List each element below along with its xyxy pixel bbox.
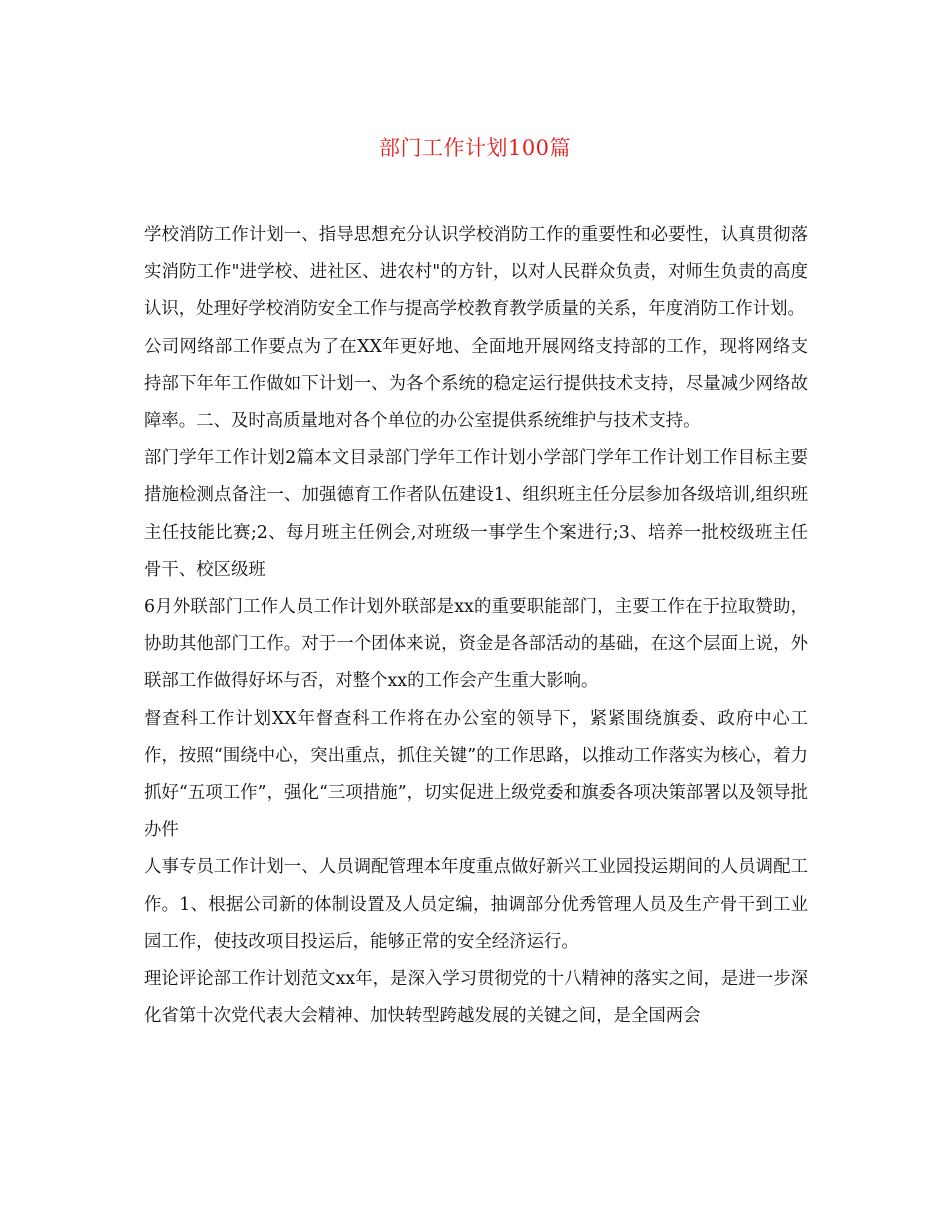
paragraph-school-fire-safety: 学校消防工作计划一、指导思想充分认识学校消防工作的重要性和必要性，认真贯彻落实消防工作"进学校、进社区、进农村"的方针，以对人民群众负责，对师生负责的高度认识，处理好学校消防安全工作与提高学校教育教学质量的关系，年度消防工作计划。 [144, 225, 808, 320]
paragraph-external-relations: 6月外联部门工作人员工作计划外联部是xx的重要职能部门，主要工作在于拉取赞助，协助其他部门工作。对于一个团体来说，资金是各部活动的基础，在这个层面上说，外联部工作做得好坏与否，对整个xx的工作会产生重大影响。 [144, 597, 808, 692]
document-body [144, 217, 808, 1035]
paragraph-hr-specialist: 人事专员工作计划一、人员调配管理本年度重点做好新兴工业园投运期间的人员调配工作。1、根据公司新的体制设置及人员定编，抽调部分优秀管理人员及生产骨干到工业园工作，使技改项目投运后，能够正常的安全经济运行。 [144, 857, 808, 952]
paragraph-academic-year-plan: 部门学年工作计划2篇本文目录部门学年工作计划小学部门学年工作计划工作目标主要措施检测点备注一、加强德育工作者队伍建设1、组织班主任分层参加各级培训,组织班主任技能比赛;2、每月班主任例会,对班级一事学生个案进行;3、培养一批校级班主任骨干、校区级班 [144, 448, 808, 580]
paragraph-network-department: 公司网络部工作要点为了在XX年更好地、全面地开展网络支持部的工作，现将网络支持部下年年工作做如下计划一、为各个系统的稳定运行提供技术支持，尽量减少网络故障率。二、及时高质量地对各个单位的办公室提供系统维护与技术支持。 [144, 336, 808, 432]
document-title: 部门工作计划100篇 [378, 136, 572, 160]
paragraph-theory-review: 理论评论部工作计划范文xx年，是深入学习贯彻党的十八精神的落实之间，是进一步深化省第十次党代表大会精神、加快转型跨越发展的关键之间，是全国两会 [144, 969, 808, 1027]
paragraph-supervision-office: 督查科工作计划XX年督查科工作将在办公室的领导下，紧紧围绕旗委、政府中心工作，按照“围绕中心，突出重点，抓住关键”的工作思路，以推动工作落实为核心，着力抓好“五项工作”，强化“三项措施”，切实促进上级党委和旗委各项决策部署以及领导批办件 [144, 708, 808, 841]
